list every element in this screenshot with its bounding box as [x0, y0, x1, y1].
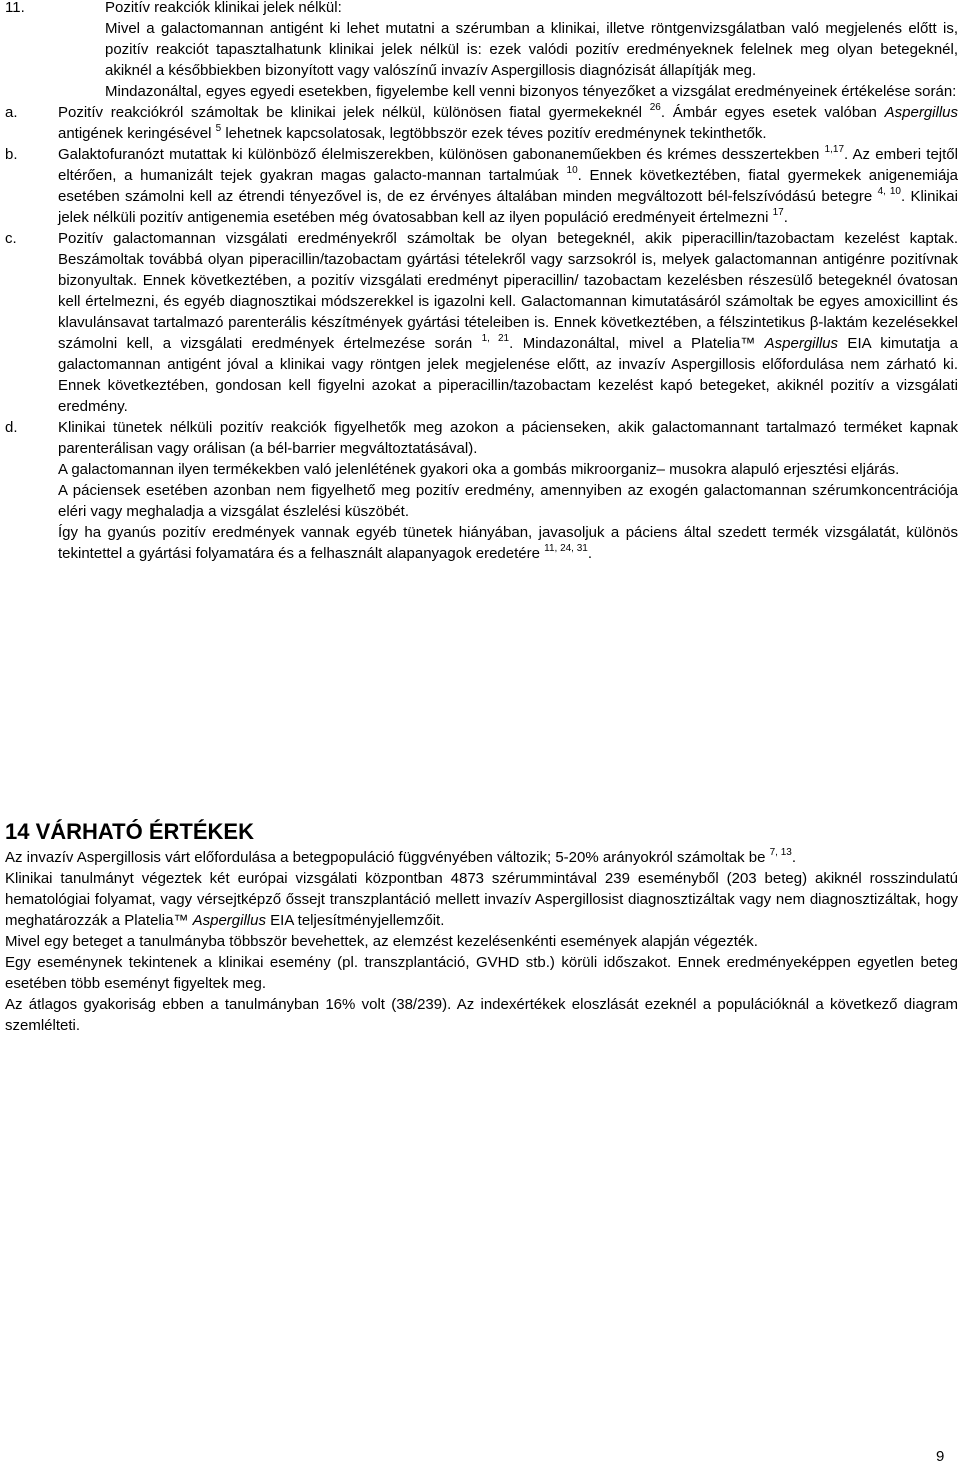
text-run: . Az emberi tejtől eltérően, a humanizált tejek gyakran magas galacto-mannan tartalmúak: [58, 146, 958, 184]
list-item-c: [5, 228, 958, 417]
text-run: Galaktofuranózt mutattak ki különböző élelmiszerekben, különösen gabonaneműekben és krémes desszertekben: [58, 146, 825, 163]
text-run: EIA kimutatja a galactomannan antigént jóval a klinikai vagy röntgen jelek megjelenése előtt, az invazív Aspergillosis előfordulása nem zárható ki. Ennek következtében, gondosan kell figyelni azokat a piperacillin/tazobactam kezelést kapó betegeket, akiknél pozitív a vizsgálati eredmény.: [58, 335, 958, 415]
citation: 7, 13: [769, 847, 792, 858]
citation: 1,17: [824, 144, 845, 155]
text-run: Pozitív reakciókról számoltak be klinikai jelek nélkül, különösen fiatal gyermekeknél: [58, 104, 650, 121]
citation: 17: [772, 207, 784, 218]
text-run: Így ha gyanús pozitív eredmények vannak egyéb tünetek hiányában, javasoljuk a páciens által szedett termék vizsgálatát, különös tekintettel a gyártási folyamatára és a felhasznált alapanyagok eredetére: [58, 524, 958, 562]
citation: 10: [566, 165, 578, 176]
italic-term: Aspergillus: [764, 335, 839, 352]
italic-term: Aspergillus: [884, 104, 959, 121]
list-item-a: [5, 102, 958, 144]
section-14-para-1: [5, 847, 958, 868]
text-run: EIA teljesítményjellemzőit.: [265, 912, 445, 929]
section-14-heading: 14 VÁRHATÓ ÉRTÉKEK: [5, 819, 254, 844]
text-run: . Klinikai jelek nélküli pozitív antigenemia esetében még óvatosabban kell az ilyen populáció eredményeit értelmezni: [58, 188, 958, 226]
citation: 5: [215, 123, 222, 134]
text-run: . Ámbár egyes esetek valóban: [660, 104, 885, 121]
page-number: 9: [936, 1448, 945, 1465]
citation: 11, 24, 31: [544, 543, 588, 554]
text-run: Az invazív Aspergillosis várt előfordulása a betegpopuláció függvényében változik; 5-20% arányokról számoltak be: [5, 849, 770, 866]
text-run: .: [587, 545, 593, 562]
text-run: . Ennek következtében, fiatal gyermekek anigenemiája esetében számolni kell az étrendi tényezővel is, de ez érvényes általában minden megváltozott bél-felszívódású betegre: [58, 167, 959, 205]
section-14-para-3: Mivel egy beteget a tanulmányba többször bevehettek, az elemzést kezelésenkénti események alapján végezték.: [5, 933, 758, 950]
text-run: .: [791, 849, 797, 866]
list-item-b-text: [58, 144, 958, 228]
list-item-d-para-2: A galactomannan ilyen termékekben való jelenlétének gyakori oka a gombás mikroorganiz– musokra alapuló erjesztési eljárás.: [58, 461, 900, 478]
list-item-b-label: b.: [5, 146, 18, 163]
list-item-d: [5, 417, 958, 564]
section-11-title: Pozitív reakciók klinikai jelek nélkül:: [105, 0, 342, 16]
text-run: .: [783, 209, 788, 226]
list-item-d-label: d.: [5, 419, 18, 436]
text-run: antigének keringésével: [58, 125, 216, 142]
list-item-d-para-4: [58, 522, 958, 564]
section-11-body: [105, 0, 958, 102]
italic-term: Aspergillus: [192, 912, 266, 929]
section-14-para-2: [5, 868, 958, 931]
citation: 1, 21: [481, 333, 510, 344]
list-item-b: [5, 144, 958, 228]
text-run: Pozitív galactomannan vizsgálati eredményekről számoltak be olyan betegeknél, akik piperacillin/tazobactam kezelést kaptak. Beszámoltak továbbá olyan piperacillin/tazobactam gyártási tételekről vagy sarzsokról is, melyek galactomannan antigénre pozitívnak bizonyultak. Ennek következtében, a pozitív vizsgálati eredményt piperacillin/ tazobactam kezelésben részesülő betegeknél óvatosan kell értelmezni, és egyéb diagnosztikai módszerekkel is igazolni kell. Galactomannan kimutatásáról számoltak be egyes amoxicillint és klavulánsavat tartalmazó parenterális készítmények gyártási tételeiben is. Ennek következtében, a félszintetikus β-laktám kezelésekkel számolni kell, a vizsgálati eredmények értelmezése során: [58, 230, 958, 352]
citation: 26: [649, 102, 661, 113]
list-item-a-label: a.: [5, 104, 18, 121]
list-item-d-text: Klinikai tünetek nélküli pozitív reakciók figyelhetők meg azokon a pácienseken, akik galactomannant tartalmazó terméket kapnak parenterálisan vagy orálisan (a bél-barrier megváltoztatásával).: [58, 419, 958, 457]
list-item-c-text: [58, 228, 958, 417]
list-item-c-label: c.: [5, 230, 17, 247]
text-run: Klinikai tanulmányt végeztek két európai vizsgálati központban 4873 szérummintával 239 eseményből (203 beteg) akiknél rosszindulatú hematológiai folyamat, vagy vérsejtképző őssejt transzplantáció mellett invazív Aspergillosist diagnosztizáltak vagy nem diagnosztizáltak, hogy meghatározzák a Platelia™: [5, 870, 958, 929]
section-14-para-5: Az átlagos gyakoriság ebben a tanulmányban 16% volt (38/239). Az indexértékek eloszlását ezeknél a populációknál a következő diagram szemlélteti.: [5, 996, 958, 1034]
section-11-lead: Mindazonáltal, egyes egyedi esetekben, figyelembe kell venni bizonyos tényezőket a vizsgálat eredményeinek értékelése során:: [105, 83, 957, 100]
list-item-d-para-3: A páciensek esetében azonban nem figyelhető meg pozitív eredmény, amennyiben az exogén galactomannan szérumkoncentrációja eléri vagy meghaladja a vizsgálat észlelési küszöbét.: [58, 482, 958, 520]
section-11-number: 11.: [5, 0, 25, 16]
section-14-para-4: Egy eseménynek tekintenek a klinikai esemény (pl. transzplantáció, GVHD stb.) körüli időszakot. Ennek eredményeképpen egyetlen beteg esetében több eseményt figyeltek meg.: [5, 954, 958, 992]
section-14-body: [5, 847, 958, 1036]
list-item-a-text: [58, 102, 958, 144]
section-11-intro: Mivel a galactomannan antigént ki lehet mutatni a szérumban a klinikai, illetve röntgenvizsgálatban való megjelenés előtt is, pozitív reakciót tapasztalhatunk klinikai jelek nélkül is: ezek valódi pozitív eredményeknek felelnek meg olyan betegeknél, akiknél a későbbiekben bizonyított vagy valószínű invazív Aspergillosis diagnózisát állapítják meg.: [105, 20, 958, 79]
text-run: lehetnek kapcsolatosak, legtöbbször ezek téves pozitív eredménynek tekinthetők.: [221, 125, 767, 142]
section-11: [5, 0, 958, 564]
text-run: . Mindazonáltal, mivel a Platelia™: [509, 335, 765, 352]
citation: 4, 10: [877, 186, 901, 197]
